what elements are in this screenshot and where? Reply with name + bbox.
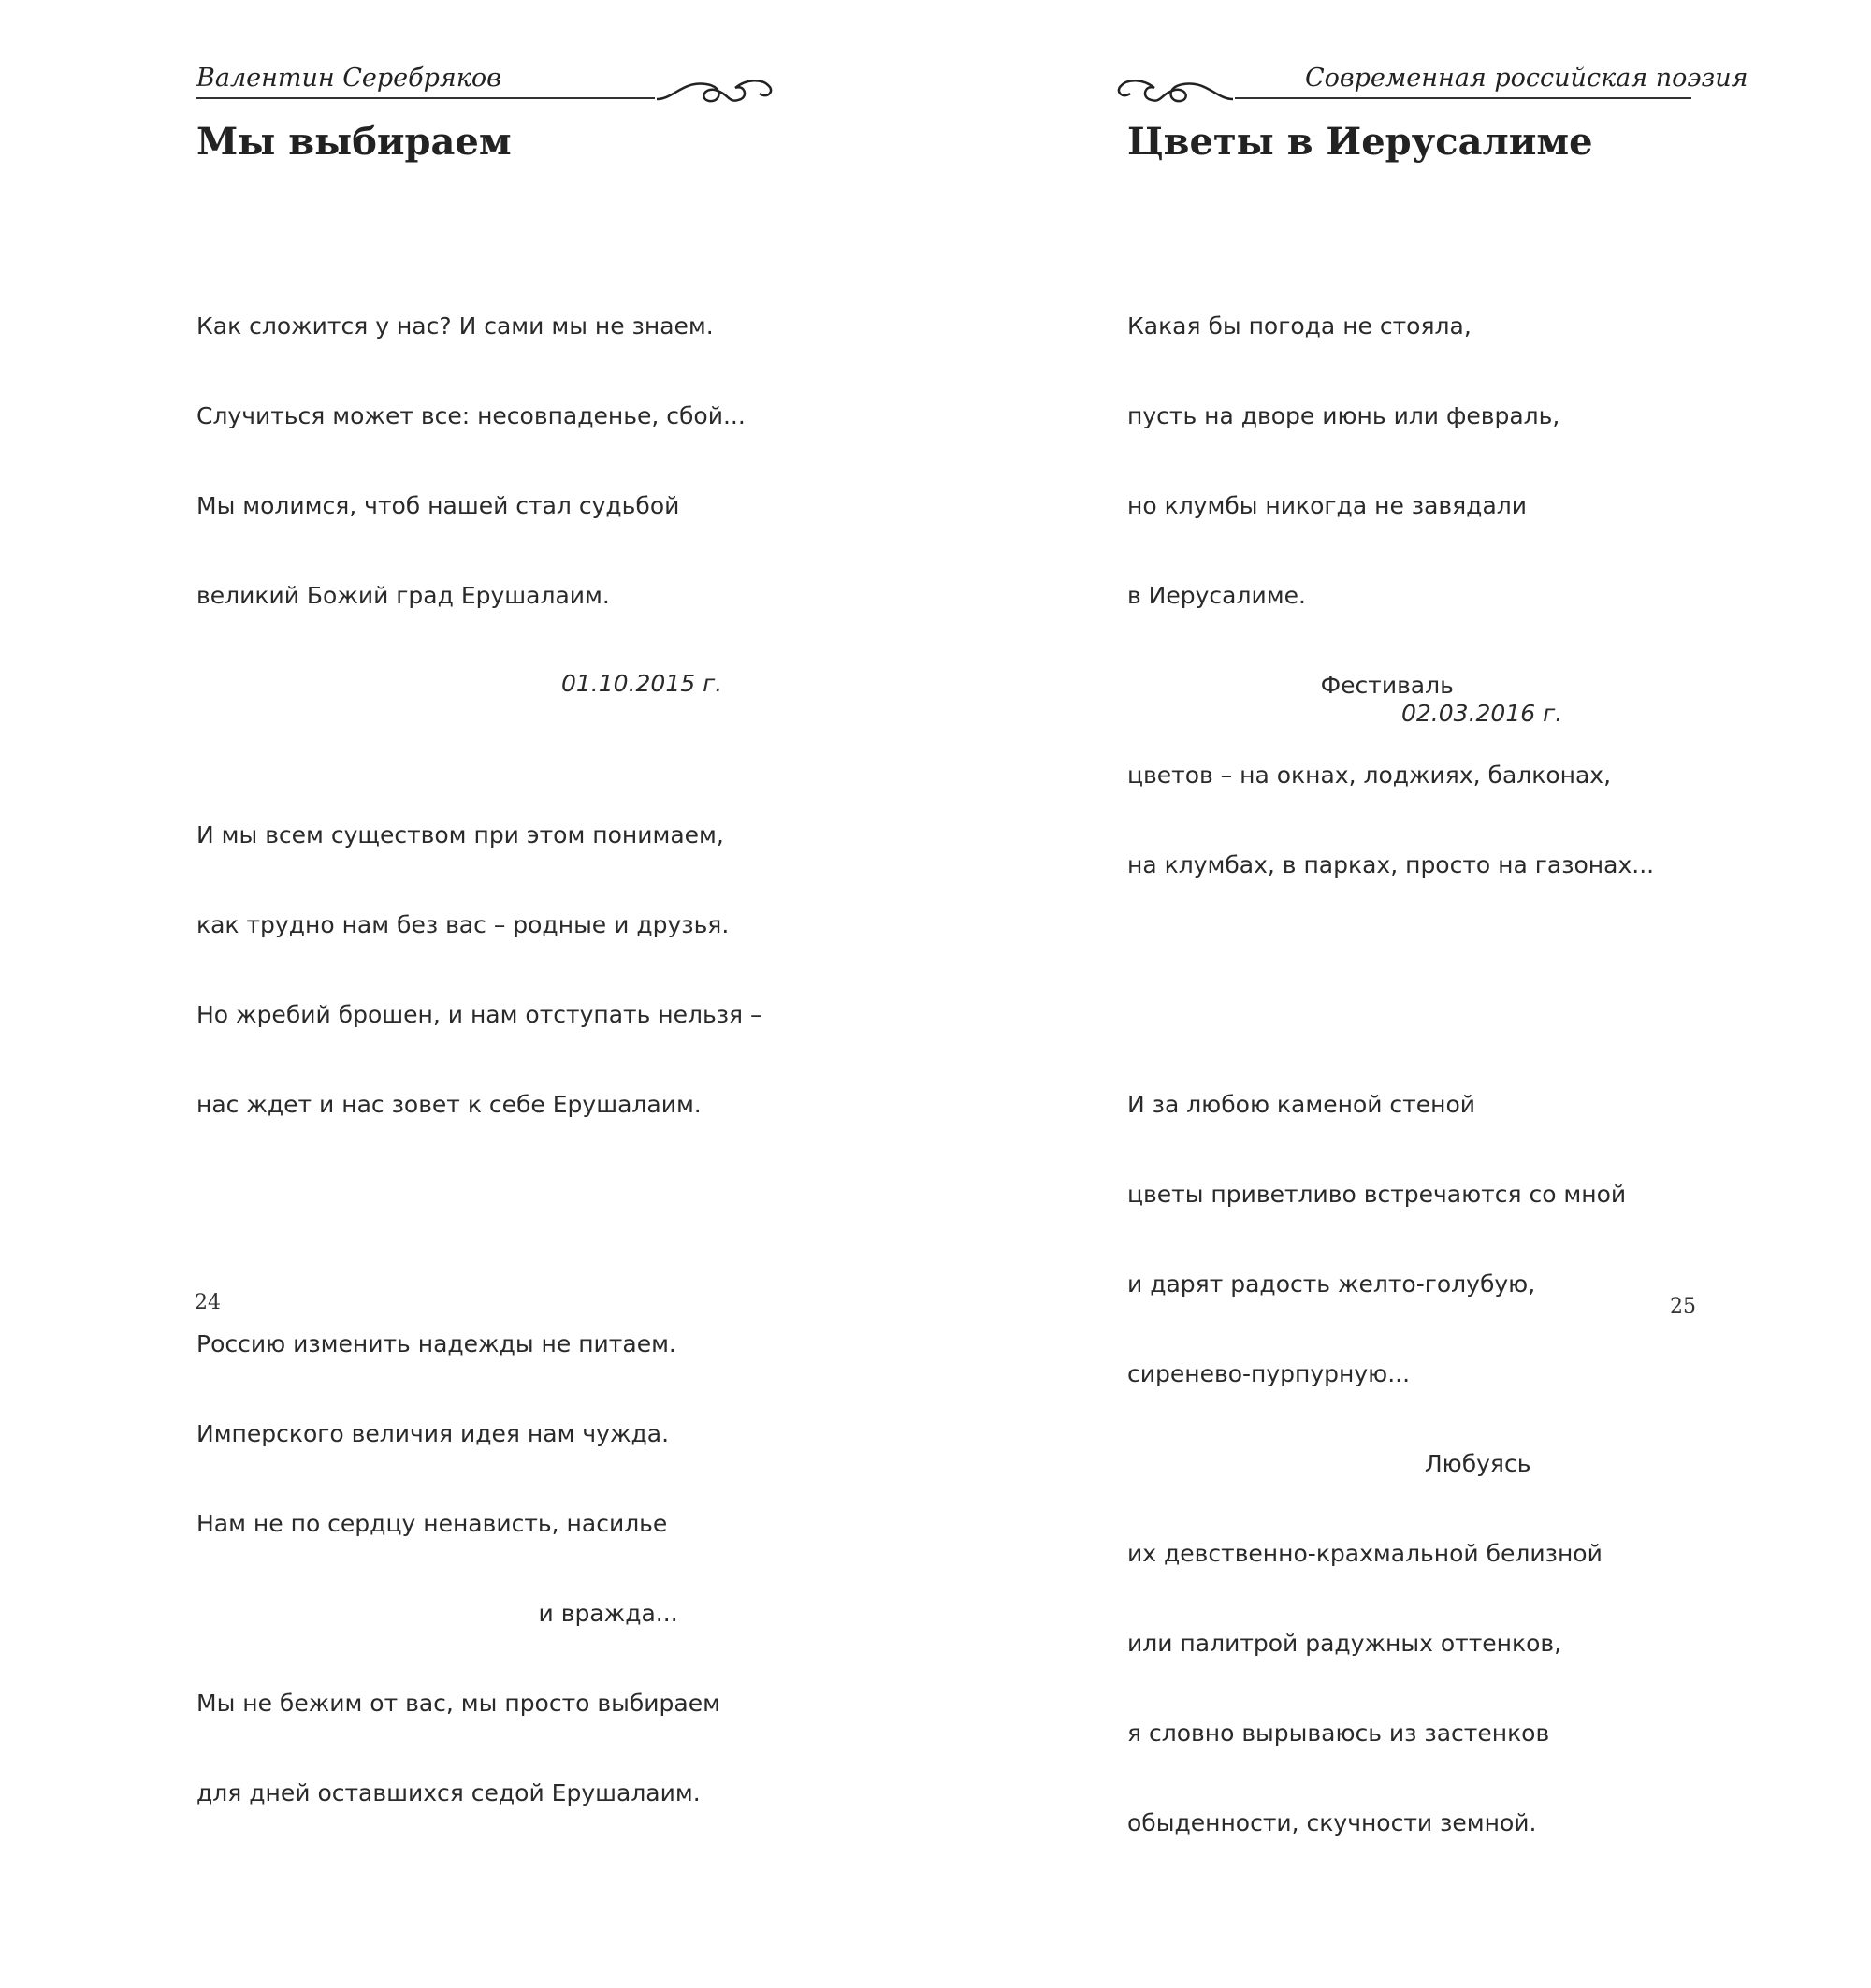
poem-body bbox=[1127, 192, 1654, 1988]
poem-line: Мы не бежим от вас, мы просто выбираем bbox=[196, 1690, 720, 1717]
poem-line: и дарят радость желто-голубую, bbox=[1127, 1270, 1536, 1298]
poem-line: цветов – на окнах, лоджиях, балконах, bbox=[1127, 762, 1612, 789]
poem-line: как трудно нам без вас – родные и друзья. bbox=[196, 911, 730, 938]
poem-line: пусть на дворе июнь или февраль, bbox=[1127, 402, 1560, 429]
poem-line: обыденности, скучности земной. bbox=[1127, 1809, 1537, 1836]
stanza bbox=[196, 252, 762, 671]
header-rule bbox=[196, 97, 655, 99]
stanza bbox=[196, 1270, 762, 1868]
poem-line: И мы всем существом при этом понимаем, bbox=[196, 821, 724, 849]
poem-line: Фестиваль bbox=[1127, 672, 1454, 699]
poem-line: Какая бы погода не стояла, bbox=[1127, 312, 1472, 340]
poem-line: Случиться может все: несовпаденье, сбой... bbox=[196, 402, 746, 429]
flourish-ornament-icon bbox=[1113, 71, 1235, 109]
left-page bbox=[0, 0, 936, 1807]
poem-title: Мы выбираем bbox=[196, 120, 512, 164]
poem-line: великий Божий град Ерушалаим. bbox=[196, 582, 610, 609]
poem-line: Любуясь bbox=[1127, 1450, 1531, 1477]
poem-line: для дней оставшихся седой Ерушалаим. bbox=[196, 1779, 701, 1807]
poem-line: в Иерусалиме. bbox=[1127, 582, 1306, 609]
poem-body bbox=[196, 192, 762, 1958]
poem-line: Россию изменить надежды не питаем. bbox=[196, 1330, 676, 1357]
poem-line: Имперского величия идея нам чужда. bbox=[196, 1420, 670, 1447]
poem-line: нас ждет и нас зовет к себе Ерушалаим. bbox=[196, 1091, 702, 1118]
flourish-ornament-icon bbox=[655, 71, 776, 109]
header-rule bbox=[1235, 97, 1691, 99]
right-page bbox=[936, 0, 1871, 1836]
poem-line: на клумбах, в парках, просто на газонах... bbox=[1127, 851, 1655, 878]
stanza bbox=[1127, 1030, 1654, 1898]
poem-line: я словно вырываюсь из застенков bbox=[1127, 1720, 1550, 1747]
poem-line: Нам не по сердцу ненависть, насилье bbox=[196, 1510, 668, 1537]
page-number: 24 bbox=[195, 1291, 221, 1314]
poem-line: их девственно-крахмальной белизной bbox=[1127, 1540, 1603, 1567]
poem-date: 02.03.2016 г. bbox=[1401, 700, 1563, 727]
poem-line: сиренево-пурпурную... bbox=[1127, 1360, 1411, 1387]
page-number: 25 bbox=[1670, 1295, 1696, 1318]
poem-title: Цветы в Иерусалиме bbox=[1127, 120, 1593, 164]
stanza bbox=[196, 761, 762, 1180]
stanza bbox=[1127, 252, 1654, 940]
poem-line: цветы приветливо встречаются со мной bbox=[1127, 1181, 1627, 1208]
poem-line: Но жребий брошен, и нам отступать нельзя – bbox=[196, 1001, 762, 1028]
running-head-series: Современная российская поэзия bbox=[1305, 64, 1748, 93]
poem-date: 01.10.2015 г. bbox=[561, 670, 723, 697]
poem-line: но клумбы никогда не завядали bbox=[1127, 492, 1527, 519]
poem-line: Мы молимся, чтоб нашей стал судьбой bbox=[196, 492, 680, 519]
poem-line: или палитрой радужных оттенков, bbox=[1127, 1630, 1562, 1657]
poem-line: Как сложится у нас? И сами мы не знаем. bbox=[196, 312, 714, 340]
running-head-author: Валентин Серебряков bbox=[196, 64, 501, 93]
poem-line: И за любою каменой стеной bbox=[1127, 1091, 1476, 1118]
poem-line: и вражда... bbox=[196, 1600, 678, 1627]
